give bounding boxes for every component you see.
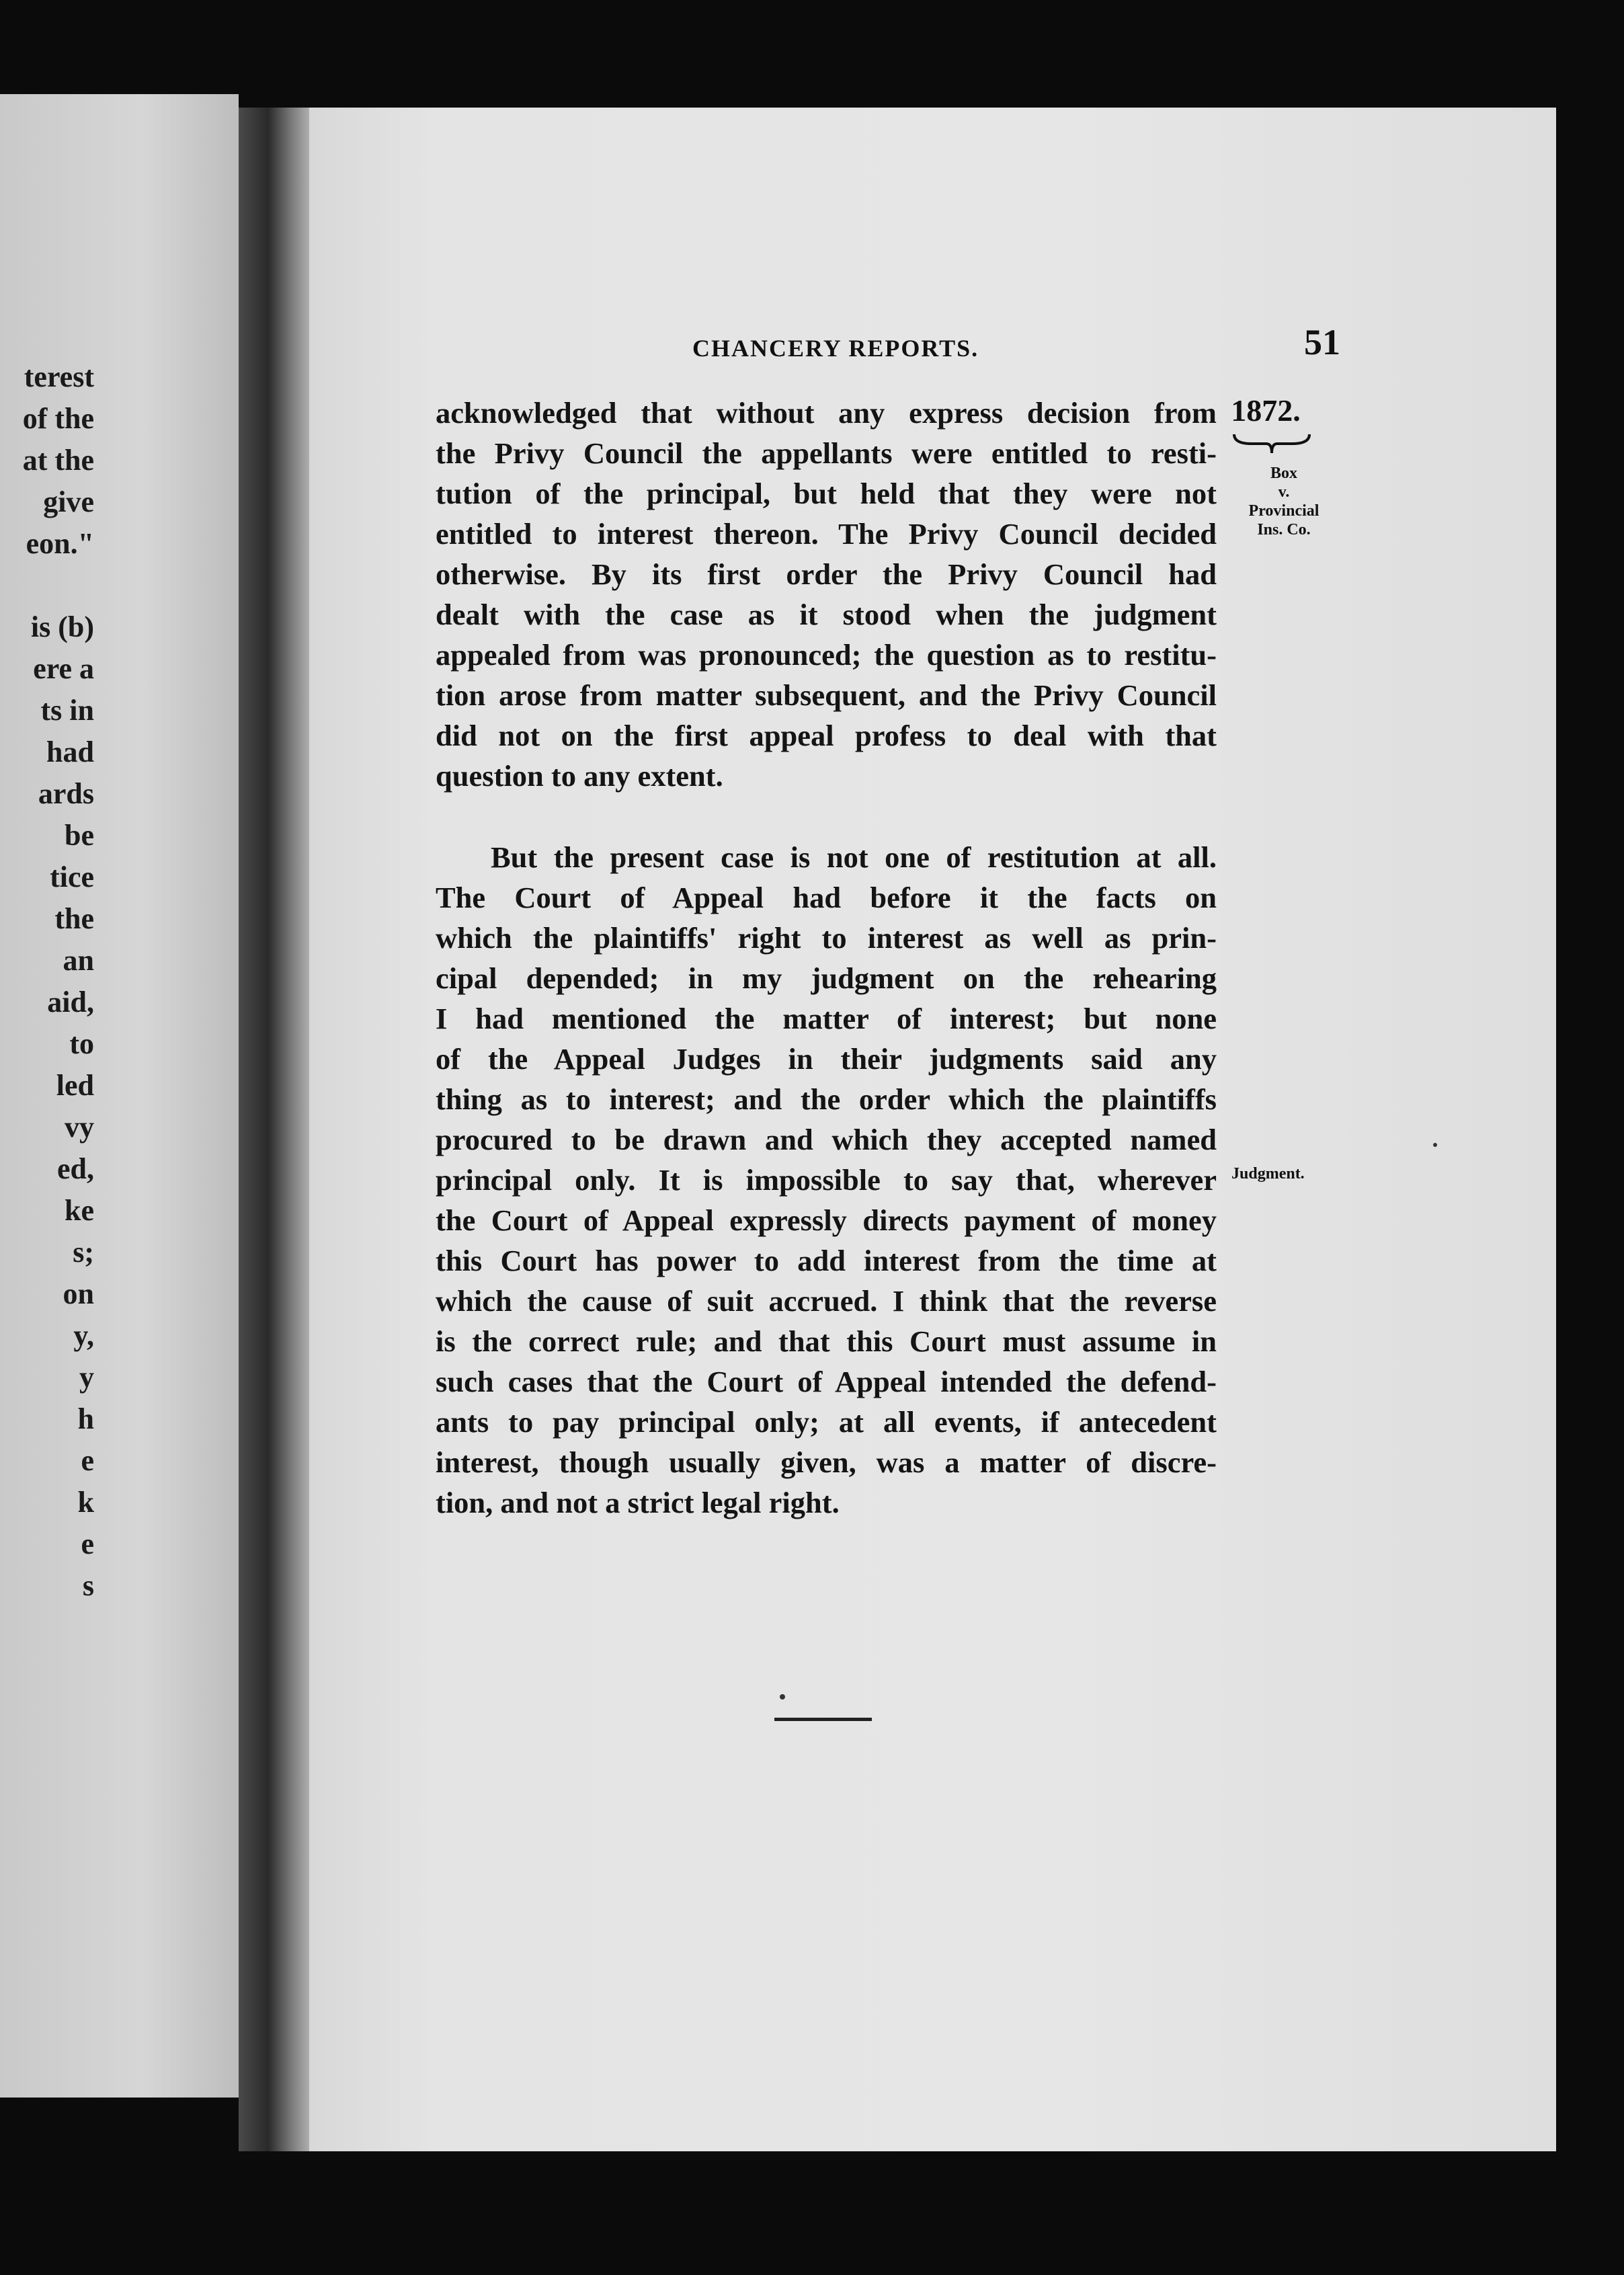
left-line: e <box>81 1527 94 1560</box>
section-rule <box>774 1718 872 1721</box>
margin-case-name <box>1233 464 1334 539</box>
text-line: appealed from was pronounced; the question as to restitu- <box>436 638 1217 672</box>
left-page-text-fragments <box>0 356 94 1607</box>
text-line: tion arose from matter subsequent, and the Privy Council <box>436 678 1217 712</box>
text-line: the Privy Council the appellants were entitled to resti- <box>436 436 1217 470</box>
left-line: s; <box>73 1236 94 1269</box>
left-line: to <box>69 1027 94 1060</box>
text-line: otherwise. By its first order the Privy Council had <box>436 557 1217 591</box>
text-line: is the correct rule; and that this Court must assume in <box>436 1324 1217 1358</box>
left-line: led <box>56 1069 94 1102</box>
text-line: which the cause of suit accrued. I think that the reverse <box>436 1284 1217 1318</box>
left-line: ere a <box>33 652 94 685</box>
left-line: is (b) <box>30 610 94 643</box>
margin-case-line: Box <box>1270 465 1297 482</box>
text-line: ants to pay principal only; at all events, if antecedent <box>436 1405 1217 1439</box>
margin-case-line: v. <box>1278 483 1290 501</box>
paragraph-1 <box>436 393 1217 796</box>
text-line: The Court of Appeal had before it the facts on <box>436 881 1217 914</box>
left-line: the <box>54 902 94 935</box>
left-line: vy <box>65 1111 94 1144</box>
left-line: at the <box>22 444 94 477</box>
page-number: 51 <box>1304 322 1340 362</box>
text-line: tion, and not a strict legal right. <box>436 1486 840 1519</box>
left-line: on <box>63 1277 94 1310</box>
left-line: y, <box>73 1319 94 1352</box>
margin-judgment-label: Judgment. <box>1231 1165 1305 1183</box>
text-line: such cases that the Court of Appeal intended the defend- <box>436 1365 1217 1398</box>
text-line: principal only. It is impossible to say that, wherever <box>436 1163 1217 1197</box>
text-line: acknowledged that without any express decision from <box>436 396 1217 430</box>
left-line: terest <box>24 360 94 393</box>
book-gutter <box>239 108 313 2151</box>
left-line: eon." <box>26 527 94 560</box>
text-line: entitled to interest thereon. The Privy Council decided <box>436 517 1217 551</box>
left-line: ed, <box>57 1152 94 1185</box>
scan-speck <box>1433 1143 1437 1147</box>
text-line: But the present case is not one of restitution at all. <box>491 840 1217 874</box>
text-line: question to any extent. <box>436 759 723 793</box>
left-line: e <box>81 1444 94 1477</box>
text-line: cipal depended; in my judgment on the rehearing <box>436 961 1217 995</box>
left-line: give <box>43 485 94 518</box>
left-line: an <box>63 944 94 977</box>
curly-brace-icon <box>1231 430 1312 457</box>
margin-year: 1872. <box>1231 393 1301 428</box>
left-line: y <box>79 1361 94 1394</box>
left-line: ke <box>65 1194 94 1227</box>
left-line <box>0 565 94 606</box>
text-line: the Court of Appeal expressly directs payment of money <box>436 1203 1217 1237</box>
left-line: tice <box>50 861 94 893</box>
left-line: k <box>77 1486 94 1519</box>
text-line: dealt with the case as it stood when the judgment <box>436 598 1217 631</box>
left-line: h <box>77 1402 94 1435</box>
text-line: interest, though usually given, was a matter of discre- <box>436 1445 1217 1479</box>
text-line: of the Appeal Judges in their judgments said any <box>436 1042 1217 1076</box>
left-line: aid, <box>47 986 94 1019</box>
text-line: procured to be drawn and which they accepted named <box>436 1123 1217 1156</box>
left-line: ards <box>38 777 94 810</box>
paragraph-2 <box>436 837 1217 1523</box>
text-line: did not on the first appeal profess to deal with that <box>436 719 1217 752</box>
running-head: CHANCERY REPORTS. <box>692 335 979 362</box>
text-line: which the plaintiffs' right to interest as well as prin- <box>436 921 1217 955</box>
text-line: I had mentioned the matter of interest; but none <box>436 1002 1217 1035</box>
left-line: be <box>65 819 94 852</box>
scan-speck <box>780 1694 785 1700</box>
text-line: thing as to interest; and the order which the plaintiffs <box>436 1082 1217 1116</box>
left-line: ts in <box>40 694 94 727</box>
left-line: s <box>82 1569 94 1602</box>
text-line: tution of the principal, but held that they were not <box>436 477 1217 510</box>
margin-case-line: Provincial <box>1248 502 1320 520</box>
left-line: of the <box>22 402 94 435</box>
text-line: this Court has power to add interest from the time at <box>436 1244 1217 1277</box>
margin-case-line: Ins. Co. <box>1257 521 1311 538</box>
left-line: had <box>46 735 94 768</box>
